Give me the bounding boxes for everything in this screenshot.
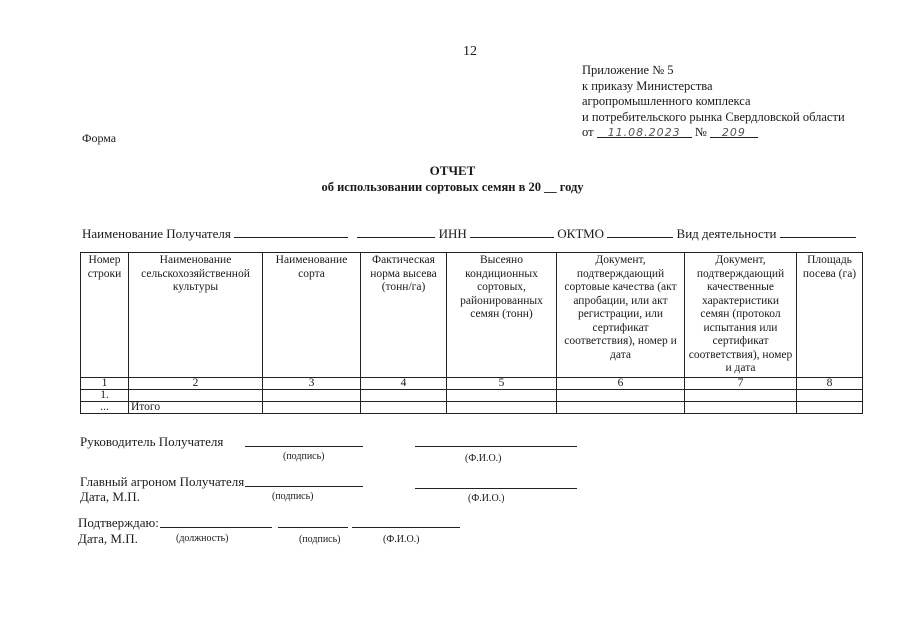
header-cell: Фактическая норма высева (тонн/га) [361, 253, 447, 378]
report-table [80, 252, 863, 414]
table-cell [797, 401, 863, 413]
confirm-date: Дата, М.П. [78, 531, 138, 546]
inn-field [470, 225, 554, 238]
recipient-line [82, 225, 856, 242]
column-number: 1 [81, 377, 129, 389]
header-cell: Документ, подтверждающий сортовые качества (акт апробации, или акт регистрации, или сертификат соответствия), номер и дата [557, 253, 685, 378]
activity-label: Вид деятельности [676, 226, 777, 241]
recipient-name-field-2 [357, 225, 435, 238]
header-cell: Высеяно кондиционных сортовых, районированных семян (тонн) [447, 253, 557, 378]
handwritten-number: 209 [721, 126, 746, 139]
appendix-line: агропромышленного комплекса [582, 94, 751, 108]
header-cell: Площадь посева (га) [797, 253, 863, 378]
head-name-line [415, 446, 577, 447]
column-number: 5 [447, 377, 557, 389]
confirm-caption-sign: (подпись) [299, 534, 341, 545]
appendix-line: и потребительского рынка Свердловской области [582, 109, 845, 124]
table-cell [685, 401, 797, 413]
confirm-position-line [160, 527, 272, 528]
table-cell [263, 389, 361, 401]
confirm-sign-line [278, 527, 348, 528]
document-subtitle: об использовании сортовых семян в 20 __ году [321, 180, 584, 194]
appendix-line: к приказу Министерства [582, 78, 713, 93]
table-cell [129, 389, 263, 401]
head-label: Руководитель Получателя [80, 434, 224, 449]
appendix-date-line [582, 125, 845, 141]
column-number: 3 [263, 377, 361, 389]
header-cell: Номер строки [81, 253, 129, 378]
total-label: Итого [129, 401, 263, 413]
confirm-caption-position: (должность) [176, 533, 229, 544]
table-row [81, 389, 863, 401]
table-cell: 1. [81, 389, 129, 401]
column-number-row [81, 377, 863, 389]
agronomist-caption-name: (Ф.И.О.) [468, 493, 505, 504]
column-number: 2 [129, 377, 263, 389]
confirm-label: Подтверждаю: [78, 515, 159, 530]
table-cell [447, 401, 557, 413]
confirm-name-line [352, 527, 460, 528]
agronomist-label: Главный агроном Получателя [80, 474, 245, 489]
agronomist-sign-line [245, 486, 363, 487]
appendix-line: Приложение № 5 [582, 63, 674, 77]
table-cell [685, 389, 797, 401]
agronomist-date: Дата, М.П. [80, 489, 140, 504]
appendix-block [582, 63, 845, 141]
table-header-row [81, 253, 863, 378]
column-number: 7 [685, 377, 797, 389]
header-cell: Наименование сорта [263, 253, 361, 378]
table-cell [263, 401, 361, 413]
table-cell [361, 401, 447, 413]
number-field [710, 125, 758, 138]
head-sign-line [245, 446, 363, 447]
recipient-name-field [234, 225, 348, 238]
header-cell: Наименование сельскохозяйственной культуры [129, 253, 263, 378]
oktmo-field [607, 225, 673, 238]
column-number: 8 [797, 377, 863, 389]
table-cell [447, 389, 557, 401]
header-cell: Документ, подтверждающий качественные характеристики семян (протокол испытания или сертификат соответствия), номер и дата [685, 253, 797, 378]
oktmo-label: ОКТМО [557, 226, 605, 241]
inn-label: ИНН [438, 226, 467, 241]
date-prefix: от [582, 125, 594, 139]
table-row-total [81, 401, 863, 413]
number-prefix: № [694, 125, 707, 139]
confirm-caption-name: (Ф.И.О.) [383, 534, 420, 545]
document-title: ОТЧЕТ [429, 163, 476, 178]
head-caption-name: (Ф.И.О.) [465, 453, 502, 464]
page-number: 12 [463, 44, 477, 59]
activity-field [780, 225, 856, 238]
table-cell [557, 389, 685, 401]
table-cell [797, 389, 863, 401]
agronomist-name-line [415, 488, 577, 489]
agronomist-caption-sign: (подпись) [272, 491, 314, 502]
handwritten-date: 11.08.2023 [607, 126, 681, 139]
column-number: 6 [557, 377, 685, 389]
table-cell [557, 401, 685, 413]
form-label: Форма [82, 131, 117, 145]
date-field [597, 125, 692, 138]
head-caption-sign: (подпись) [283, 451, 325, 462]
table-cell [361, 389, 447, 401]
table-cell: ... [81, 401, 129, 413]
column-number: 4 [361, 377, 447, 389]
recipient-name-label: Наименование Получателя [82, 226, 231, 241]
